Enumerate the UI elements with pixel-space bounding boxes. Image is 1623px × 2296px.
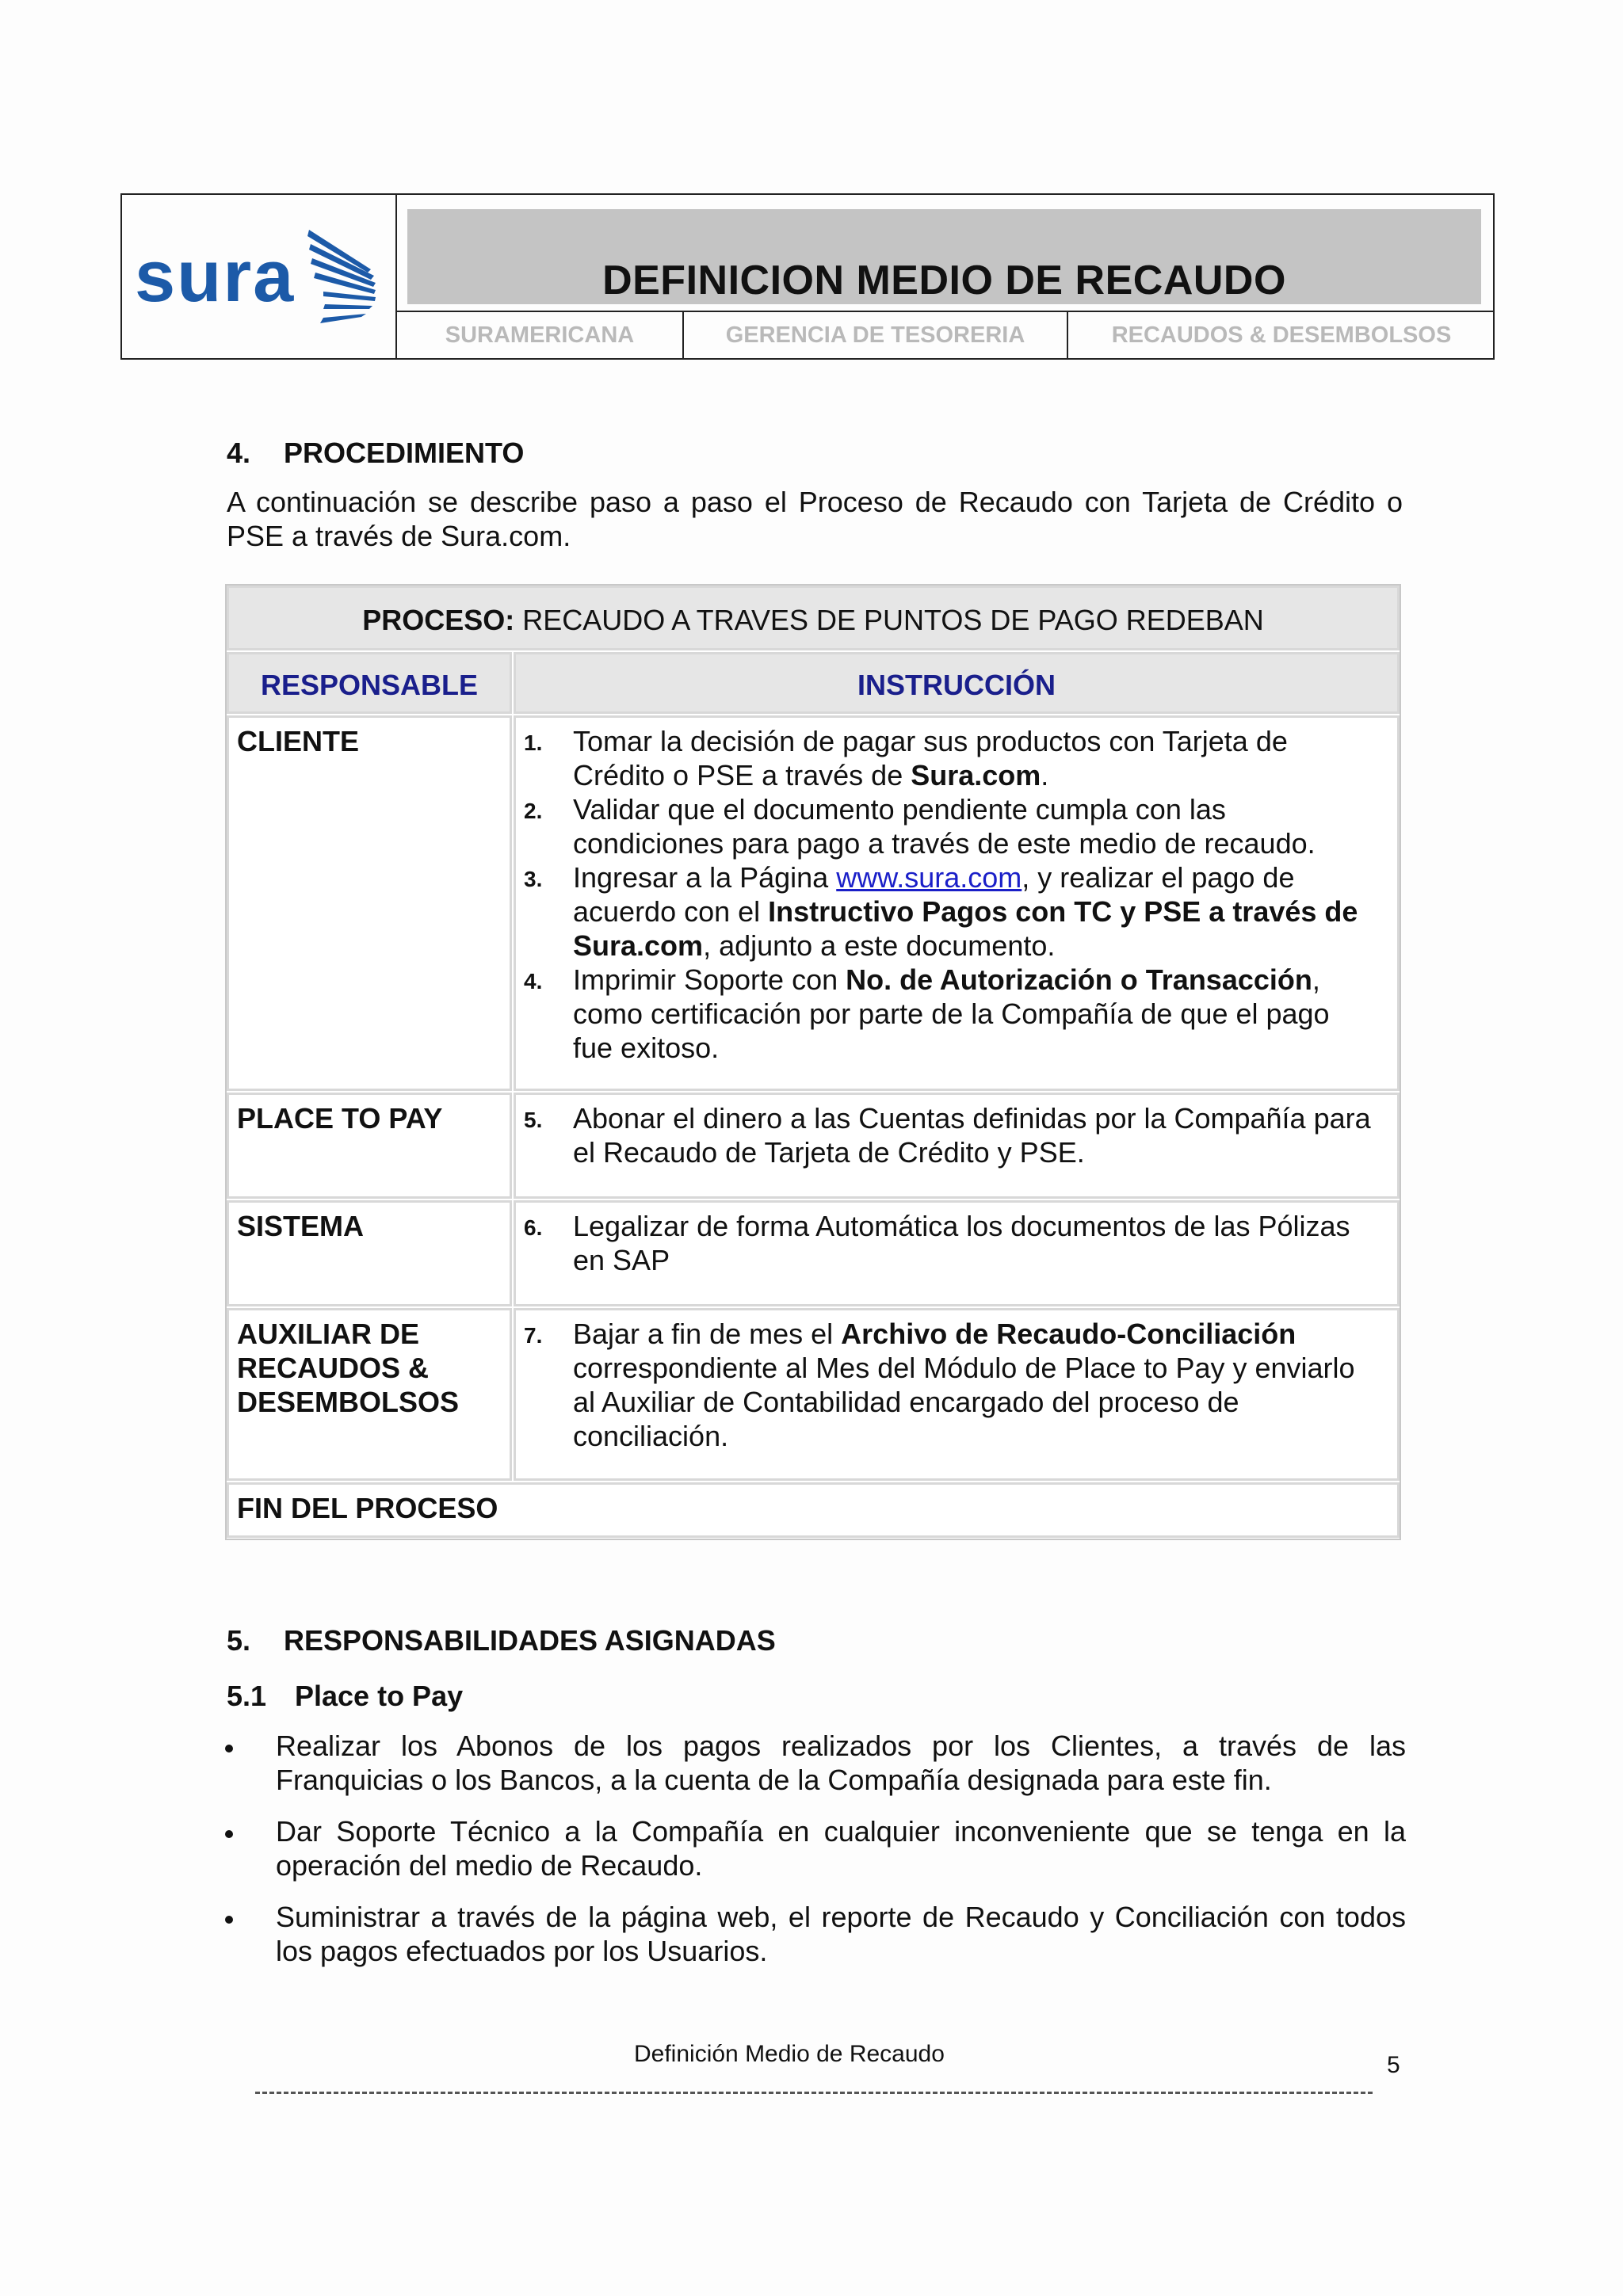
logo-cell [122, 195, 397, 358]
table-row-auxiliar-responsable [227, 1308, 512, 1481]
table-row-cliente-responsable [227, 715, 512, 1091]
logo-wing-icon [307, 230, 376, 323]
bullet-item [225, 1729, 1406, 1800]
column-header-responsable [227, 652, 512, 714]
step-6 [524, 1209, 1391, 1277]
steps-list [524, 724, 1391, 1065]
step-number: 2. [524, 799, 543, 823]
process-title [229, 604, 1397, 637]
responsable-line: DESEMBOLSOS [237, 1386, 460, 1418]
process-title-row [227, 585, 1400, 650]
step-text: como certificación por parte de la Compañía de que el pago [573, 997, 1330, 1030]
step-number: 1. [524, 730, 543, 755]
section-5-1-number: 5.1 [227, 1680, 267, 1712]
responsable-line: AUXILIAR DE [237, 1318, 420, 1350]
responsable-sistema: SISTEMA [237, 1210, 365, 1242]
bullet-icon [225, 1916, 233, 1924]
step-1 [524, 724, 1391, 792]
bullet-text: Realizar los Abonos de los pagos realizados por los Clientes, a través de las Franquicias o los Bancos, a la cuenta de la Compañía designada para este fin. [276, 1730, 1406, 1796]
process-name: RECAUDO A TRAVES DE PUNTOS DE PAGO REDEBAN [522, 604, 1264, 636]
table-row-sistema-instruccion [514, 1200, 1400, 1306]
column-header-instruccion-label: INSTRUCCIÓN [857, 669, 1056, 701]
step-text: Validar que el documento pendiente cumpla con las [573, 793, 1226, 826]
footer-divider [255, 2092, 1373, 2094]
header-tab-suramericana: SURAMERICANA [445, 322, 635, 348]
responsable-cliente: CLIENTE [237, 725, 360, 757]
step-text: Bajar a fin de mes el Archivo de Recaudo-Conciliación [573, 1318, 1296, 1350]
section-5-1-title: Place to Pay [295, 1680, 464, 1712]
step-text: Crédito o PSE a través de Sura.com. [573, 759, 1049, 791]
step-text: Imprimir Soporte con No. de Autorización o Transacción, [573, 963, 1320, 996]
step-text: condiciones para pago a través de este medio de recaudo. [573, 827, 1316, 860]
step-number: 6. [524, 1215, 543, 1240]
section-4-title: PROCEDIMIENTO [284, 437, 525, 469]
logo-wordmark: sura [135, 236, 296, 317]
responsable-auxiliar [229, 1310, 510, 1419]
bullet-text: Suministrar a través de la página web, el reporte de Recaudo y Conciliación con todos los pagos efectuados por los Usuarios. [276, 1901, 1406, 1967]
step-number: 4. [524, 969, 543, 994]
bullet-item [225, 1814, 1406, 1886]
table-row-place-to-pay-instruccion [514, 1093, 1400, 1199]
process-table [225, 584, 1401, 1540]
step-number: 5. [524, 1108, 543, 1132]
table-row-sistema-responsable [227, 1200, 512, 1306]
responsable-line: RECAUDOS & [237, 1352, 430, 1384]
column-header-responsable-label: RESPONSABLE [260, 669, 479, 701]
sura-link[interactable]: www.sura.com [836, 861, 1022, 894]
process-label: PROCESO: [362, 604, 515, 636]
table-row-place-to-pay-responsable [227, 1093, 512, 1199]
step-text: al Auxiliar de Contabilidad encargado del proceso de [573, 1386, 1239, 1418]
step-text: conciliación. [573, 1420, 729, 1452]
step-7 [524, 1317, 1391, 1453]
section-5-number: 5. [227, 1624, 251, 1657]
footer-text: Definición Medio de Recaudo [634, 2041, 945, 2067]
bullet-icon [225, 1830, 233, 1838]
step-text: Abonar el dinero a las Cuentas definidas por la Compañía para [573, 1102, 1371, 1135]
title-band [407, 209, 1481, 304]
responsable-place-to-pay: PLACE TO PAY [237, 1102, 443, 1135]
step-5 [524, 1101, 1391, 1169]
step-text: en SAP [573, 1244, 670, 1276]
step-text: el Recaudo de Tarjeta de Crédito y PSE. [573, 1136, 1085, 1169]
step-number: 3. [524, 867, 543, 891]
step-3 [524, 860, 1391, 963]
step-text: fue exitoso. [573, 1032, 720, 1064]
step-text: Sura.com, adjunto a este documento. [573, 929, 1056, 962]
step-number: 7. [524, 1323, 543, 1348]
steps-list [524, 1101, 1391, 1169]
document-title: DEFINICION MEDIO DE RECAUDO [602, 257, 1286, 303]
step-text: acuerdo con el Instructivo Pagos con TC y PSE a través de [573, 895, 1358, 928]
step-2 [524, 792, 1391, 860]
header-tab-gerencia: GERENCIA DE TESORERIA [682, 312, 1067, 358]
bullet-icon [225, 1745, 233, 1753]
table-row-auxiliar-instruccion [514, 1308, 1400, 1481]
step-text: Legalizar de forma Automática los documentos de las Pólizas [573, 1210, 1350, 1242]
steps-list [524, 1317, 1391, 1453]
steps-list [524, 1209, 1391, 1277]
section-4-number: 4. [227, 437, 251, 469]
step-text: correspondiente al Mes del Módulo de Place to Pay y enviarlo [573, 1352, 1355, 1384]
step-text: Tomar la decisión de pagar sus productos con Tarjeta de [573, 725, 1288, 757]
end-of-process-row [227, 1482, 1400, 1538]
document-header [120, 193, 1495, 360]
step-4 [524, 963, 1391, 1065]
section-5-title: RESPONSABILIDADES ASIGNADAS [284, 1624, 776, 1657]
sura-logo [133, 223, 387, 334]
header-tabs [397, 311, 1495, 358]
bullet-item [225, 1900, 1406, 1971]
table-row-cliente-instruccion [514, 715, 1400, 1091]
step-text: Ingresar a la Página www.sura.com, y realizar el pago de [573, 861, 1295, 894]
header-tab-recaudos: RECAUDOS & DESEMBOLSOS [1067, 312, 1495, 358]
section-4-intro-line1: A continuación se describe paso a paso el Proceso de Recaudo con Tarjeta de Crédito o [227, 486, 1403, 518]
section-4-intro-line2: PSE a través de Sura.com. [227, 520, 571, 552]
page-number: 5 [1387, 2052, 1400, 2078]
bullet-text: Dar Soporte Técnico a la Compañía en cualquier inconveniente que se tenga en la operación del medio de Recaudo. [276, 1815, 1406, 1882]
end-of-process-label: FIN DEL PROCESO [237, 1492, 498, 1524]
column-header-instruccion [514, 652, 1400, 714]
